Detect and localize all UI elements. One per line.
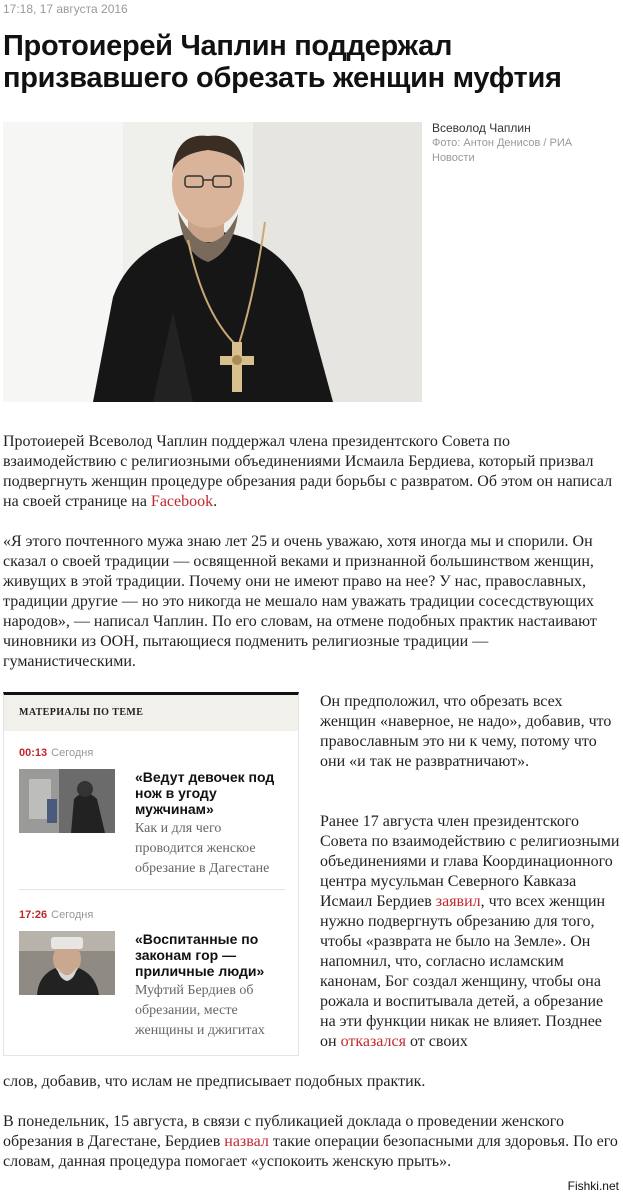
related-item-time: 00:13 <box>19 747 48 759</box>
article-paragraph-1 <box>3 432 620 512</box>
refused-link[interactable]: отказался <box>340 1033 406 1050</box>
related-item-description: Муфтий Бердиев об обрезании, месте женщины и джигитах <box>135 983 265 1038</box>
article-headline: Протоиерей Чаплин поддержал призвавшего обрезать женщин муфтия <box>3 30 562 94</box>
article-paragraph-4-continued: слов, добавив, что ислам не предписывает подобных практик. <box>3 1073 426 1090</box>
stated-link[interactable]: заявил <box>435 893 481 910</box>
paragraph-text: . <box>213 493 218 510</box>
article-paragraph-2: «Я этого почтенного мужа знаю лет 25 и очень уважаю, хотя иногда мы и спорили. Он сказал о своей традиции — освященной веками и признанной большинством женщин, живущих в этой традиции. Почему они не имеют право на нее? У нас, православных, традиции другие — но это никогда не мешало нам уважать традиции сосесдствующих народов», — написал Чаплин. По его словам, на отмене подобных практик настаивают чиновники из ООН, пытающиеся подменить религиозные традиции — гуманистическими. <box>3 533 597 670</box>
article-paragraph-5 <box>3 1112 620 1172</box>
related-item[interactable] <box>19 909 289 1049</box>
related-item-thumbnail[interactable] <box>19 769 115 833</box>
related-item-thumbnail[interactable] <box>19 931 115 995</box>
related-item-day: Сегодня <box>51 747 94 759</box>
related-item[interactable] <box>19 747 289 877</box>
photo-caption-name: Всеволод Чаплин <box>432 121 531 135</box>
related-thumbnail-image <box>19 931 115 995</box>
related-item-title[interactable]: «Воспитанные по законам гор — приличные люди» <box>135 931 265 979</box>
article-dateline: 17:18, 17 августа 2016 <box>3 2 128 16</box>
photo-caption-credit: Фото: Антон Денисов / РИА Новости <box>432 137 573 164</box>
paragraph-text: Протоиерей Всеволод Чаплин поддержал члена президентского Совета по взаимодействию с религиозными объединениями Исмаила Бердиева, который призвал подвергнуть женщин процедуре обрезания ради борьбы с развратом. Об этом он написал на своей странице на <box>3 433 613 510</box>
related-thumbnail-image <box>19 769 115 833</box>
paragraph-text: Ранее 17 августа член президентского Совета по взаимодействию с религиозными объединениями и глава Координационного центра мусульман Северного Кавказа Исмаил Бердиев <box>320 813 620 910</box>
called-link[interactable]: назвал <box>224 1133 269 1150</box>
facebook-link[interactable]: Facebook <box>150 493 214 510</box>
related-divider <box>19 889 285 890</box>
paragraph-text: В понедельник, 15 августа, в связи с публикацией доклада о проведении женского обрезания в Дагестане, Бердиев <box>3 1113 564 1150</box>
related-item-description: Как и для чего проводится женское обрезание в Дагестане <box>135 821 270 876</box>
related-item-meta <box>19 909 289 921</box>
related-materials-heading: МАТЕРИАЛЫ ПО ТЕМЕ <box>4 695 298 731</box>
related-materials-box <box>3 692 299 1056</box>
paragraph-text: такие операции безопасными для здоровья. По его словам, данная процедура помогает «успокоить женскую прыть». <box>3 1133 618 1170</box>
photo-caption <box>432 121 607 166</box>
article-paragraph-3: Он предположил, что обрезать всех женщин «наверное, не надо», добавив, что православным это ни к чему, потому что они «и так не развратничают». <box>320 693 612 770</box>
related-item-meta <box>19 747 289 759</box>
paragraph-text: , что всех женщин нужно подвергнуть обрезанию для того, чтобы «разврата не было на Земле». Он напомнил, что, согласно исламским канонам, Бог создал женщину, чтобы она рожала и воспитывала детей, а обрезание на эти функции никак не влияет. Позднее он <box>320 893 606 1050</box>
related-item-time: 17:26 <box>19 909 48 921</box>
article-paragraph-4 <box>320 812 622 1052</box>
related-item-day: Сегодня <box>51 909 94 921</box>
paragraph-text: от своих <box>405 1033 468 1050</box>
related-item-title[interactable]: «Ведут девочек под нож в угоду мужчинам» <box>135 769 275 817</box>
article-photo <box>3 122 422 402</box>
priest-portrait-image <box>3 122 422 402</box>
site-watermark: Fishki.net <box>567 1179 619 1193</box>
